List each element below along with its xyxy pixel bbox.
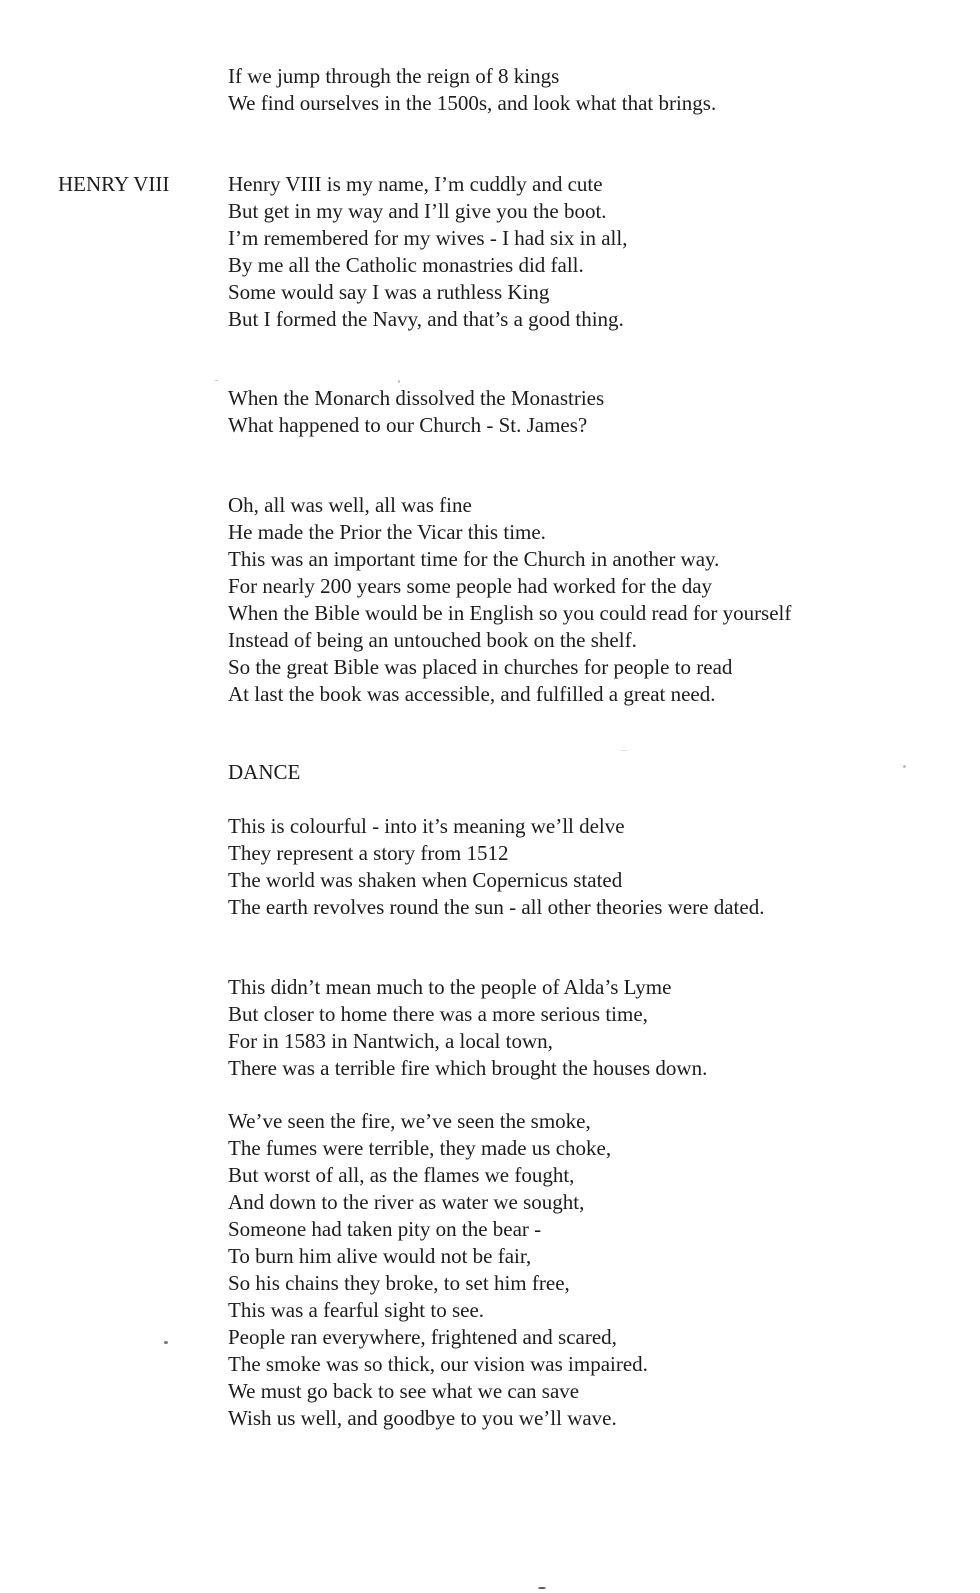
nantwich-verse-line: But closer to home there was a more serious time,: [228, 1002, 648, 1026]
fire-verse-line: People ran everywhere, frightened and scared,: [228, 1325, 617, 1349]
fire-verse-line: The smoke was so thick, our vision was impaired.: [228, 1352, 648, 1376]
scan-speck: [538, 1587, 546, 1589]
fire-verse-line: Someone had taken pity on the bear -: [228, 1217, 542, 1241]
henry-verse-line: But get in my way and I’ll give you the boot.: [228, 199, 607, 223]
dance-verse-line: This is colourful - into it’s meaning we’ll delve: [228, 814, 625, 838]
fire-verse-line: To burn him alive would not be fair,: [228, 1244, 532, 1268]
answer-line: He made the Prior the Vicar this time.: [228, 520, 546, 544]
intro-line: If we jump through the reign of 8 kings: [228, 64, 560, 88]
dance-verse-line: They represent a story from 1512: [228, 841, 509, 865]
answer-line: When the Bible would be in English so you could read for yourself: [228, 601, 792, 625]
answer-line: Oh, all was well, all was fine: [228, 493, 472, 517]
nantwich-verse-line: There was a terrible fire which brought the houses down.: [228, 1056, 708, 1080]
scan-speck: [619, 750, 629, 751]
question-line: When the Monarch dissolved the Monastries: [228, 386, 605, 410]
henry-verse-line: By me all the Catholic monastries did fall.: [228, 253, 584, 277]
answer-line: For nearly 200 years some people had worked for the day: [228, 574, 713, 598]
answer-line: Instead of being an untouched book on the shelf.: [228, 628, 637, 652]
fire-verse-line: But worst of all, as the flames we fought,: [228, 1163, 575, 1187]
answer-line: So the great Bible was placed in churches for people to read: [228, 655, 733, 679]
nantwich-verse-line: For in 1583 in Nantwich, a local town,: [228, 1029, 553, 1053]
henry-verse-line: Some would say I was a ruthless King: [228, 280, 550, 304]
scan-speck: [903, 765, 906, 768]
henry-verse-line: But I formed the Navy, and that’s a good thing.: [228, 307, 624, 331]
fire-verse-line: So his chains they broke, to set him free,: [228, 1271, 570, 1295]
question-line: What happened to our Church - St. James?: [228, 413, 588, 437]
dance-verse-line: The world was shaken when Copernicus stated: [228, 868, 623, 892]
dance-verse-line: The earth revolves round the sun - all other theories were dated.: [228, 895, 765, 919]
answer-line: At last the book was accessible, and fulfilled a great need.: [228, 682, 716, 706]
fire-verse-line: The fumes were terrible, they made us choke,: [228, 1136, 612, 1160]
scan-speck: [164, 1341, 168, 1344]
fire-verse-line: We’ve seen the fire, we’ve seen the smoke,: [228, 1109, 591, 1133]
scan-speck: [398, 380, 400, 383]
dance-heading: DANCE: [228, 760, 301, 784]
henry-verse-line: I’m remembered for my wives - I had six in all,: [228, 226, 628, 250]
scan-speck: [215, 380, 218, 381]
fire-verse-line: We must go back to see what we can save: [228, 1379, 580, 1403]
henry-verse-line: Henry VIII is my name, I’m cuddly and cute: [228, 172, 603, 196]
fire-verse-line: And down to the river as water we sought,: [228, 1190, 585, 1214]
fire-verse-line: Wish us well, and goodbye to you we’ll wave.: [228, 1406, 617, 1430]
intro-line: We find ourselves in the 1500s, and look what that brings.: [228, 91, 717, 115]
answer-line: This was an important time for the Church in another way.: [228, 547, 720, 571]
fire-verse-line: This was a fearful sight to see.: [228, 1298, 485, 1322]
nantwich-verse-line: This didn’t mean much to the people of Alda’s Lyme: [228, 975, 672, 999]
speaker-label: HENRY VIII: [58, 172, 170, 196]
